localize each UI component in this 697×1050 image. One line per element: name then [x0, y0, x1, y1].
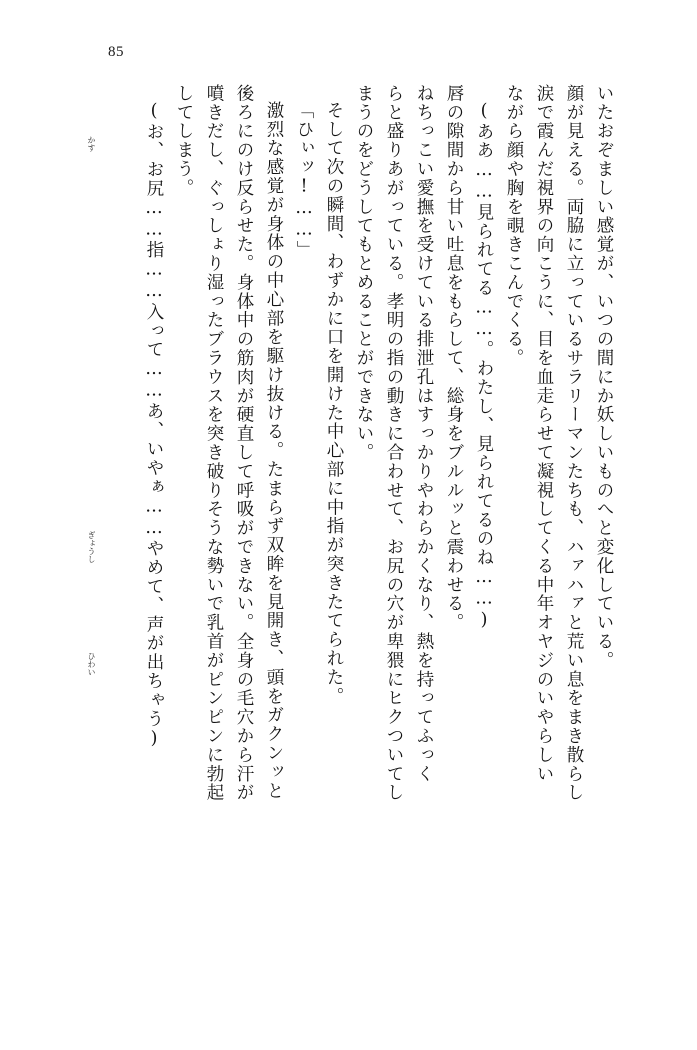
text-column: 顔が見える。両脇に立っているサラリーマンたちも、ハァハァと荒い息をまき散らし ぎょうし [87, 84, 584, 803]
text-column: そして次の瞬間、わずかに口を開けた中心部に中指が突きたてられた。 [324, 101, 344, 706]
text-column: 激烈な感覚が身体の中心部を駆け抜ける。たまらず双眸を見開き、頭をガクンッと [264, 101, 284, 801]
vertical-text-body [87, 84, 614, 964]
text-column: まうのをどうしてもとめることができない。 [354, 84, 374, 462]
text-column: (お、お尻……指……入って……あ、いやぁ……やめて、声が出ちゃう) [144, 101, 164, 750]
text-column: らと盛りあがっている。孝明の指の動きに合わせて、お尻の穴が卑猥にヒクついてし ひわい [87, 84, 404, 803]
page-number: 85 [108, 44, 124, 60]
text-column: してしまう。 [174, 84, 194, 198]
ruby-annotation: ぎょうし [87, 531, 96, 563]
text-column: (ああ……見られてる……。わたし、見られてるのね……) [474, 101, 494, 632]
text-column: 「ひぃッ!……」 [294, 101, 314, 260]
text-column: 後ろにのけ反らせた。身体中の筋肉が硬直して呼吸ができない。全身の毛穴から汗が [234, 84, 254, 803]
text-column: ねちっこい愛撫を受けている排泄孔はすっかりやわらかくなり、熱を持ってふっく [414, 84, 434, 784]
text-column: 噴きだし、ぐっしょり湿ったブラウスを突き破りそうな勢いで乳首がピンピンに勃起 [204, 84, 224, 803]
text-column: 涙で霞んだ視界の向こうに、目を血走らせて凝視してくる中年オヤジのいやらしい かす [87, 84, 554, 784]
ruby-annotation: かす [87, 136, 96, 152]
text-column: ながら顔や胸を覗きこんでくる。 [504, 84, 524, 368]
ruby-annotation: ひわい [87, 652, 96, 676]
text-column: 唇の隙間から甘い吐息をもらして、総身をブルルッと震わせる。 [444, 84, 464, 633]
text-column: いたおぞましい感覚が、いつの間にか妖しいものへと変化している。 [594, 84, 614, 670]
